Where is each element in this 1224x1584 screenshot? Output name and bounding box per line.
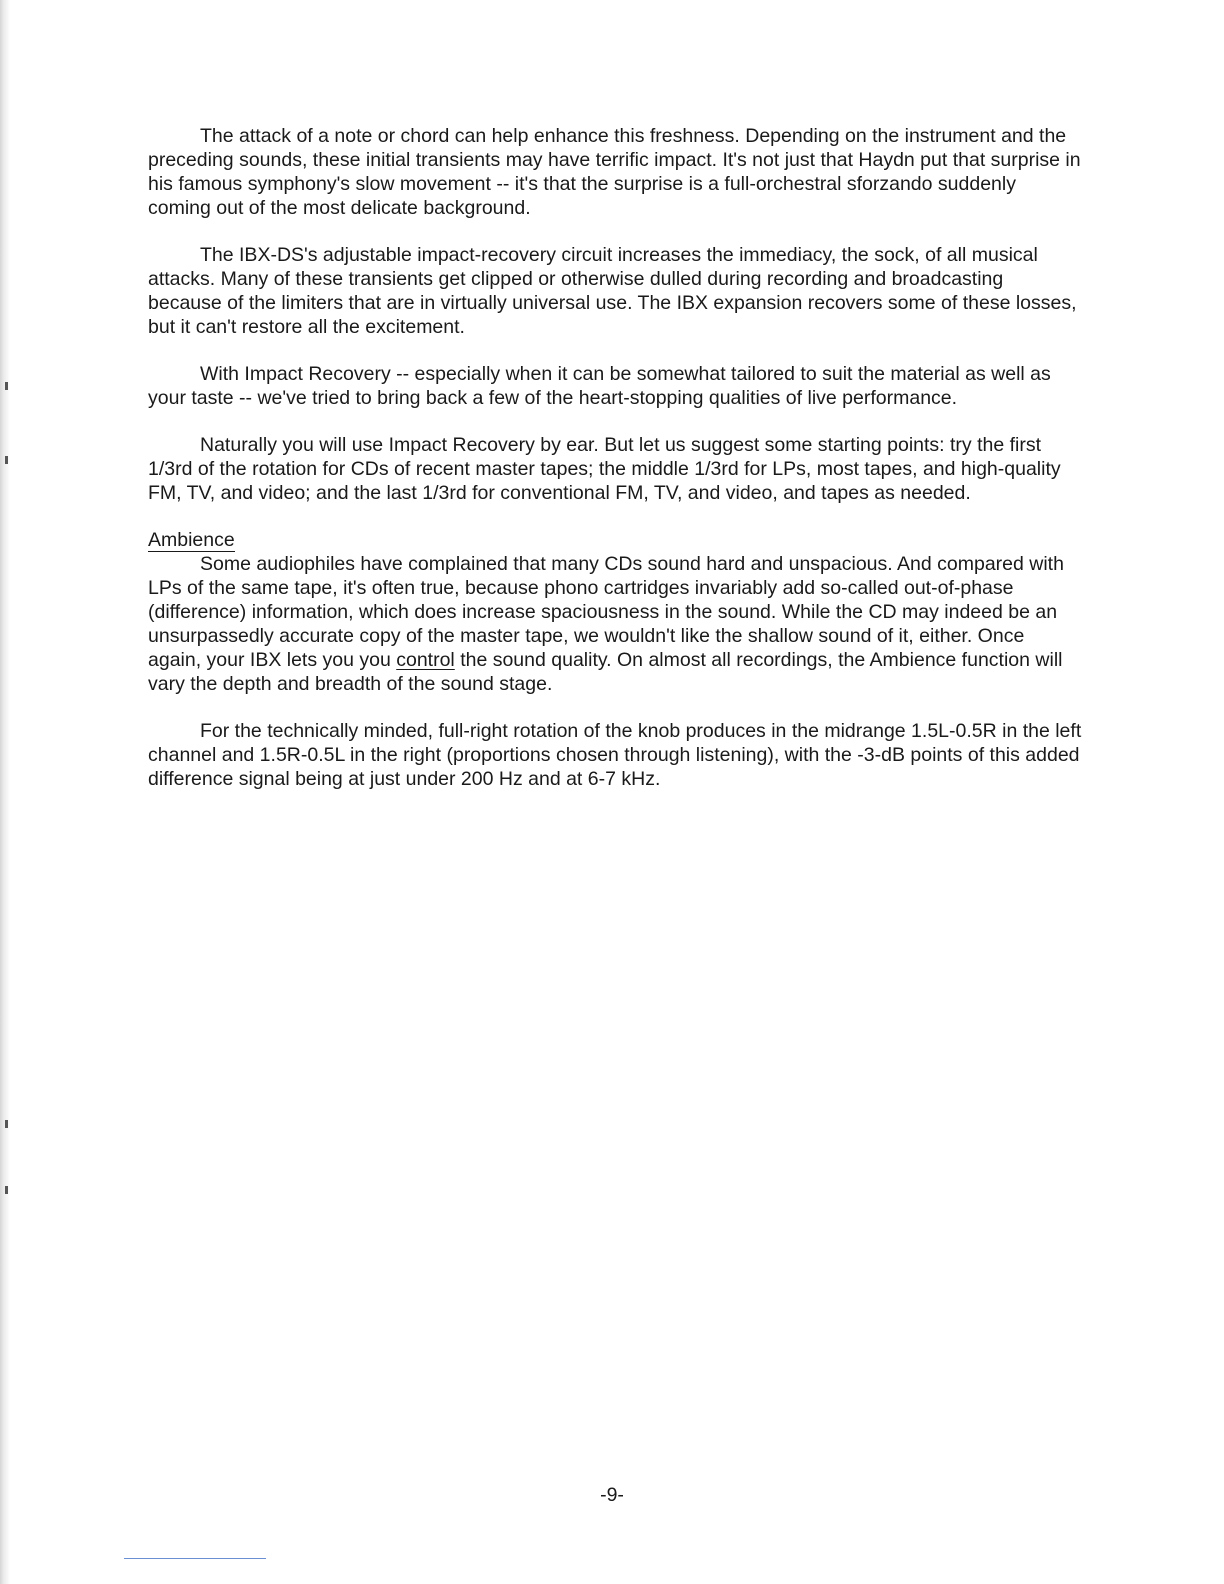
paragraph-impact-recovery-circuit: The IBX-DS's adjustable impact-recovery circuit increases the immediacy, the sock, of all musical attacks. Many of these transients get clipped or otherwise dulled during recording and broadcasting because of the limiters that are in virtually universal use. The IBX expansion recovers some of these losses, but it can't restore all the excitement. — [148, 244, 1077, 338]
ambience-text-end: the sound quality. On almost all recordings, the Ambience function will vary the depth and breadth of the sound stage. — [148, 649, 1063, 695]
paragraph-starting-points: Naturally you will use Impact Recovery by ear. But let us suggest some starting points: try the first 1/3rd of the rotation for CDs of recent master tapes; the middle 1/3rd for LPs, most tapes, and high-quality FM, TV, and video; and the last 1/3rd for conventional FM, TV, and video, and tapes as needed. — [148, 434, 1061, 504]
ambience-text-start: Some audiophiles have complained that many CDs sound hard and unspacious. And compared with LPs of the same tape, it's often true, because phono cartridges invariably add so-called out-of-phase (difference) information, which does increase spaciousness in the sound. While the CD may indeed be an unsurpassedly accurate copy of the master tape, we wouldn't like the shallow sound of it, either. Once again, your IBX lets you you — [148, 553, 1064, 671]
ambience-section — [148, 528, 1082, 696]
paragraph-technical-details: For the technically minded, full-right rotation of the knob produces in the midrange 1.5L-0.5R in the left channel and 1.5R-0.5L in the right (proportions chosen through listening), with the -3-dB points of this added difference signal being at just under 200 Hz and at 6-7 kHz. — [148, 720, 1082, 790]
paragraph-attack: The attack of a note or chord can help enhance this freshness. Depending on the instrument and the preceding sounds, these initial transients may have terrific impact. It's not just that Haydn put that surprise in his famous symphony's slow movement -- it's that the surprise is a full-orchestral sforzando suddenly coming out of the most delicate background. — [148, 125, 1081, 219]
scan-mark — [5, 382, 8, 390]
document-body — [148, 124, 1082, 814]
section-heading-ambience: Ambience — [148, 529, 235, 551]
emphasis-control: control — [396, 649, 455, 671]
paragraph-impact-recovery-purpose: With Impact Recovery -- especially when it can be somewhat tailored to suit the material as well as your taste -- we've tried to bring back a few of the heart-stopping qualities of live performance. — [148, 363, 1051, 409]
scan-mark — [5, 456, 8, 464]
scan-mark — [5, 1186, 8, 1194]
paragraph-ambience-intro — [148, 552, 1082, 696]
scan-mark — [5, 1120, 8, 1128]
footer-rule — [124, 1558, 266, 1559]
page-number: -9- — [600, 1484, 624, 1506]
scan-edge-shadow — [0, 0, 10, 1584]
